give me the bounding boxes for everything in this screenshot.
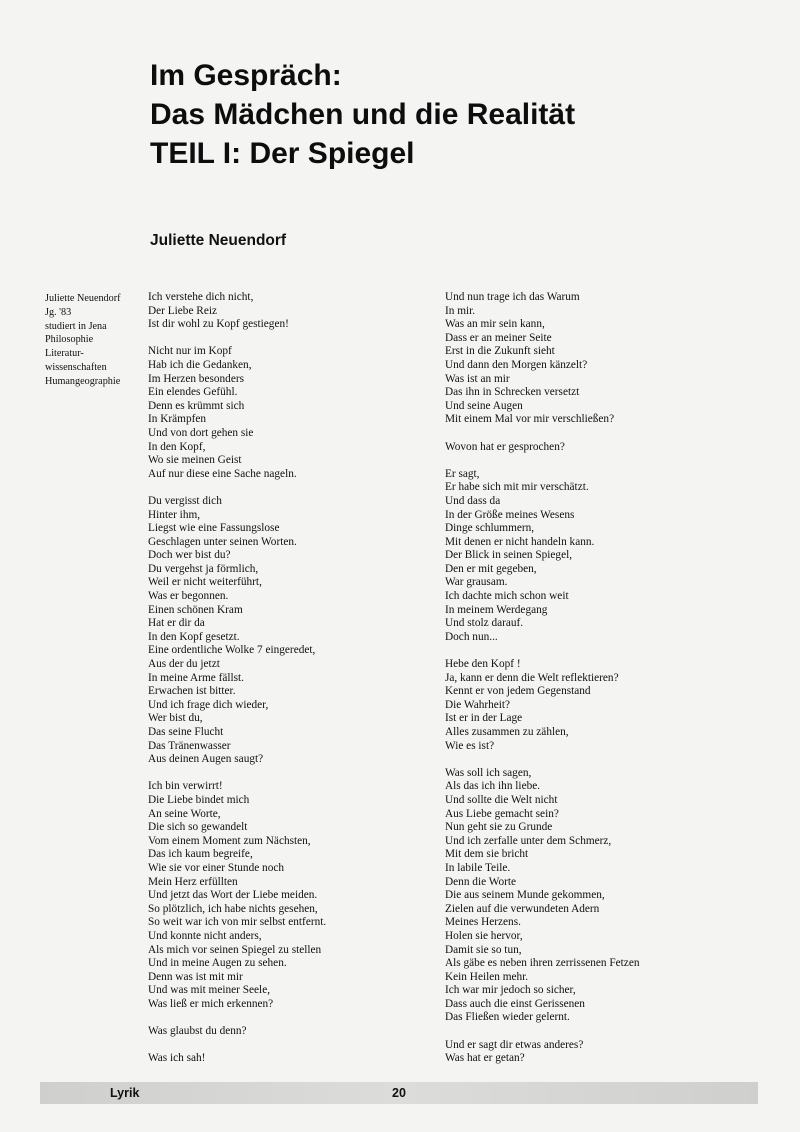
poem-line: Und sollte die Welt nicht [445, 793, 558, 806]
poem-line: Mit denen er nicht handeln kann. [445, 535, 595, 548]
poem-line: Was hat er getan? [445, 1052, 525, 1065]
title-line: Im Gespräch: [150, 59, 342, 92]
poem-line: Hab ich die Gedanken, [148, 358, 252, 371]
poem-line: Mit einem Mal vor mir verschließen? [445, 413, 615, 426]
poem-line: Er habe sich mit mir verschätzt. [445, 481, 589, 494]
poem-line: Ich bin verwirrt! [148, 780, 223, 793]
poem-line: Und er sagt dir etwas anderes? [445, 1038, 584, 1051]
poem-line: Die aus seinem Munde gekommen, [445, 889, 605, 902]
poem-line: Was ließ er mich erkennen? [148, 997, 274, 1010]
poem-line: Den er mit gegeben, [445, 562, 537, 575]
poem-line: In mir. [445, 304, 476, 317]
poem-line: Kennt er von jedem Gegenstand [445, 685, 591, 698]
poem-line: Und seine Augen [445, 399, 523, 412]
poem-line: Ja, kann er denn die Welt reflektieren? [445, 671, 619, 684]
poem-line: Damit sie so tun, [445, 943, 522, 956]
poem-line: So weit war ich von mir selbst entfernt. [148, 916, 327, 929]
poem-line: Der Blick in seinen Spiegel, [445, 549, 573, 562]
poem-line: Aus der du jetzt [148, 658, 220, 671]
poem-stanza [148, 345, 428, 481]
poem-line: In den Kopf gesetzt. [148, 630, 240, 643]
poem-line: Aus deinen Augen saugt? [148, 753, 264, 766]
footer-section-label: Lyrik [110, 1086, 140, 1100]
poem-stanza [148, 1052, 428, 1066]
poem-line: Hebe den Kopf ! [445, 658, 521, 671]
bio-line: Juliette Neuendorf [45, 293, 121, 304]
poem-line: Ist er in der Lage [445, 712, 523, 725]
poem-line: Im Herzen besonders [148, 372, 244, 385]
bio-line: Jg. '83 [45, 306, 72, 318]
poem-line: Als mich vor seinen Spiegel zu stellen [148, 943, 322, 956]
poem-line: Wovon hat er gesprochen? [445, 440, 565, 453]
poem-stanza [148, 780, 428, 1011]
poem-line: Dinge schlummern, [445, 522, 535, 535]
poem-line: Einen schönen Kram [148, 603, 243, 616]
author-name: Juliette Neuendorf [150, 232, 287, 249]
poem-line: Nicht nur im Kopf [148, 345, 232, 358]
poem-line: Kein Heilen mehr. [445, 970, 529, 983]
poem-stanza [148, 291, 428, 332]
poem-line: Doch wer bist du? [148, 549, 231, 562]
poem-line: Das ich kaum begreife, [148, 848, 253, 861]
poem-line: Zielen auf die verwundeten Adern [445, 902, 600, 915]
poem-line: Das seine Flucht [148, 726, 224, 738]
poem-line: Die sich so gewandelt [148, 821, 248, 834]
poem-line: Alles zusammen zu zählen, [445, 726, 569, 738]
poem-line: Denn es krümmt sich [148, 399, 245, 412]
poem-stanza [148, 495, 428, 767]
poem-line: Doch nun... [445, 630, 498, 643]
poem-line: Was ist an mir [445, 372, 510, 385]
poem-line: Was er begonnen. [148, 590, 229, 603]
poem-line: Ich dachte mich schon weit [445, 590, 569, 603]
poem-line: Und stolz darauf. [445, 617, 524, 630]
poem-line: Auf nur diese eine Sache nageln. [148, 467, 297, 480]
poem-line: Und jetzt das Wort der Liebe meiden. [148, 889, 318, 902]
poem-line: Was an mir sein kann, [445, 318, 545, 331]
poem-line: An seine Worte, [148, 807, 221, 820]
poem-line: Und dann den Morgen känzelt? [445, 358, 588, 371]
title-line: Das Mädchen und die Realität [150, 98, 576, 131]
poem-line: Hinter ihm, [148, 508, 201, 521]
poem-line: In der Größe meines Wesens [445, 508, 575, 521]
poem-line: Eine ordentliche Wolke 7 eingeredet, [148, 644, 316, 657]
poem-stanza [445, 767, 765, 1025]
poem-line: Vom einem Moment zum Nächsten, [148, 834, 311, 847]
poem-line: Das Fließen wieder gelernt. [445, 1011, 570, 1024]
poem-line: Denn was ist mit mir [148, 970, 243, 983]
poem-line: Hat er dir da [148, 617, 205, 630]
poem-line: Denn die Worte [445, 875, 517, 888]
poem-line: Wie es ist? [445, 739, 495, 752]
poem-line: Und konnte nicht anders, [148, 929, 262, 942]
poem-line: Und dass da [445, 494, 501, 507]
poem-line: Du vergisst dich [148, 494, 222, 507]
poem-line: In labile Teile. [445, 861, 511, 874]
page-number: 20 [392, 1086, 406, 1100]
poem-line: Holen sie hervor, [445, 929, 523, 942]
poem-line: In meinem Werdegang [445, 603, 548, 616]
bio-line: Humangeographie [45, 375, 121, 387]
poem-line: Als gäbe es neben ihren zerrissenen Fetzen [445, 957, 640, 970]
poem-line: War grausam. [445, 576, 508, 589]
poem-line: Erst in die Zukunft sieht [445, 345, 555, 358]
poem-line: Nun geht sie zu Grunde [445, 821, 553, 834]
bio-line: Literatur- [45, 348, 84, 360]
poem-line: Ich war mir jedoch so sicher, [445, 984, 576, 997]
poem-line: Was glaubst du denn? [148, 1025, 247, 1038]
poem-line: In Krämpfen [148, 413, 207, 426]
poem-line: Ich verstehe dich nicht, [148, 291, 254, 303]
poem-line: Wo sie meinen Geist [148, 454, 242, 467]
poem-line: Erwachen ist bitter. [148, 685, 236, 698]
poem-line: In den Kopf, [148, 440, 206, 453]
article-title [150, 56, 770, 173]
poem-line: Wer bist du, [148, 712, 203, 725]
poem-stanza [445, 658, 765, 753]
poem-line: Das Tränenwasser [148, 739, 231, 752]
poem-line: Und nun trage ich das Warum [445, 291, 580, 303]
poem-line: Du vergehst ja förmlich, [148, 562, 259, 575]
title-line: TEIL I: Der Spiegel [150, 137, 415, 170]
poem-line: Und in meine Augen zu sehen. [148, 957, 287, 970]
poem-line: Und von dort gehen sie [148, 426, 254, 439]
poem-line: Mein Herz erfüllten [148, 875, 238, 888]
poem-line: Dass er an meiner Seite [445, 331, 552, 344]
poem-line: Meines Herzens. [445, 916, 521, 929]
author-bio [45, 292, 145, 389]
poem-line: Das ihn in Schrecken versetzt [445, 386, 580, 399]
poem-line: Aus Liebe gemacht sein? [445, 807, 559, 820]
poem-stanza [445, 441, 765, 455]
poem-line: Mit dem sie bricht [445, 848, 529, 861]
bio-line: Philosophie [45, 334, 94, 346]
poem-line: So plötzlich, ich habe nichts gesehen, [148, 902, 318, 915]
poem-line: Ist dir wohl zu Kopf gestiegen! [148, 318, 289, 331]
poem-stanza [445, 291, 765, 427]
poem-stanza [148, 1025, 428, 1039]
poem-stanza [445, 1039, 765, 1066]
poem-line: Der Liebe Reiz [148, 304, 218, 317]
poem-line: Und ich zerfalle unter dem Schmerz, [445, 834, 612, 847]
poem-line: Als das ich ihn liebe. [445, 780, 541, 793]
poem-line: Liegst wie eine Fassungslose [148, 522, 280, 535]
poem-line: Weil er nicht weiterführt, [148, 576, 262, 589]
poem-line: Und was mit meiner Seele, [148, 984, 271, 997]
poem-line: Dass auch die einst Gerissenen [445, 997, 585, 1010]
poem-line: Und ich frage dich wieder, [148, 698, 269, 711]
poem-stanza [445, 468, 765, 645]
bio-line: studiert in Jena [45, 320, 107, 332]
poem-column-right [445, 291, 765, 1079]
poem-line: Die Liebe bindet mich [148, 793, 250, 806]
poem-column-left [148, 291, 428, 1079]
poem-line: Geschlagen unter seinen Worten. [148, 535, 297, 548]
poem-line: Was soll ich sagen, [445, 766, 532, 779]
poem-line: Ein elendes Gefühl. [148, 386, 238, 399]
bio-line: wissenschaften [45, 361, 107, 373]
poem-line: Er sagt, [445, 467, 480, 480]
poem-line: Was ich sah! [148, 1052, 206, 1065]
poem-line: In meine Arme fällst. [148, 671, 244, 684]
poem-line: Wie sie vor einer Stunde noch [148, 861, 285, 874]
poem-line: Die Wahrheit? [445, 698, 511, 711]
